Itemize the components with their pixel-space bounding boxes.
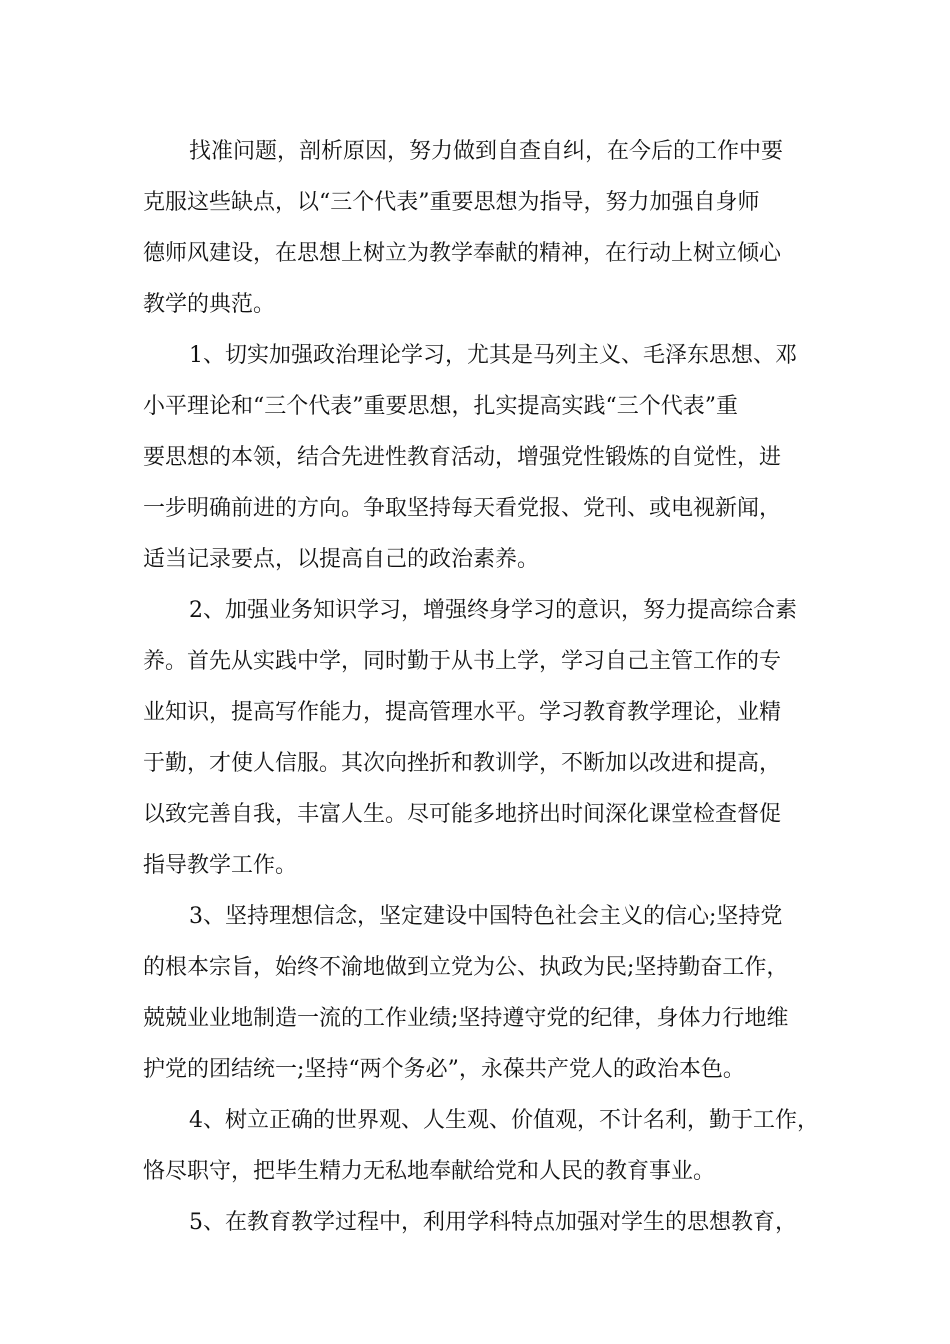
paragraph-intro — [143, 126, 811, 330]
text-line: 业知识，提高写作能力，提高管理水平。学习教育教学理论，业精 — [143, 700, 782, 725]
text-line: 适当记录要点，以提高自己的政治素养。 — [143, 547, 540, 572]
paragraph-item-5 — [143, 1197, 811, 1248]
paragraph-item-2 — [143, 585, 811, 891]
text-line: 要思想的本领，结合先进性教育活动，增强党性锻炼的自觉性，进 — [143, 445, 782, 470]
text-line: 德师风建设，在思想上树立为教学奉献的精神，在行动上树立倾心 — [143, 241, 782, 266]
text-line: 5、在教育教学过程中，利用学科特点加强对学生的思想教育， — [189, 1210, 797, 1235]
text-line: 4、树立正确的世界观、人生观、价值观，不计名利，勤于工作， — [189, 1108, 819, 1133]
text-line: 护党的团结统一;坚持“两个务必”，永葆共产党人的政治本色。 — [143, 1057, 745, 1082]
paragraph-item-1 — [143, 330, 811, 585]
text-line: 2、加强业务知识学习，增强终身学习的意识，努力提高综合素 — [189, 598, 797, 623]
text-line: 克服这些缺点，以“三个代表”重要思想为指导，努力加强自身师 — [143, 190, 760, 215]
text-line: 恪尽职守，把毕生精力无私地奉献给党和人民的教育事业。 — [143, 1159, 716, 1184]
text-line: 指导教学工作。 — [143, 853, 298, 878]
text-line: 的根本宗旨，始终不渝地做到立党为公、执政为民;坚持勤奋工作， — [143, 955, 789, 980]
text-line: 兢兢业业地制造一流的工作业绩;坚持遵守党的纪律，身体力行地维 — [143, 1006, 789, 1031]
text-line: 3、坚持理想信念，坚定建设中国特色社会主义的信心;坚持党 — [189, 904, 783, 929]
text-line: 以致完善自我，丰富人生。尽可能多地挤出时间深化课堂检查督促 — [143, 802, 782, 827]
document-body — [143, 126, 819, 1248]
paragraph-item-4 — [143, 1095, 819, 1197]
text-line: 教学的典范。 — [143, 292, 276, 317]
text-line: 养。首先从实践中学，同时勤于从书上学，学习自己主管工作的专 — [143, 649, 782, 674]
text-line: 于勤，才使人信服。其次向挫折和教训学，不断加以改进和提高， — [143, 751, 782, 776]
text-line: 找准问题，剖析原因，努力做到自查自纠，在今后的工作中要 — [189, 139, 784, 164]
text-line: 小平理论和“三个代表”重要思想，扎实提高实践“三个代表”重 — [143, 394, 738, 419]
text-line: 一步明确前进的方向。争取坚持每天看党报、党刊、或电视新闻， — [143, 496, 782, 521]
text-line: 1、切实加强政治理论学习，尤其是马列主义、毛泽东思想、邓 — [189, 343, 797, 368]
paragraph-item-3 — [143, 891, 811, 1095]
